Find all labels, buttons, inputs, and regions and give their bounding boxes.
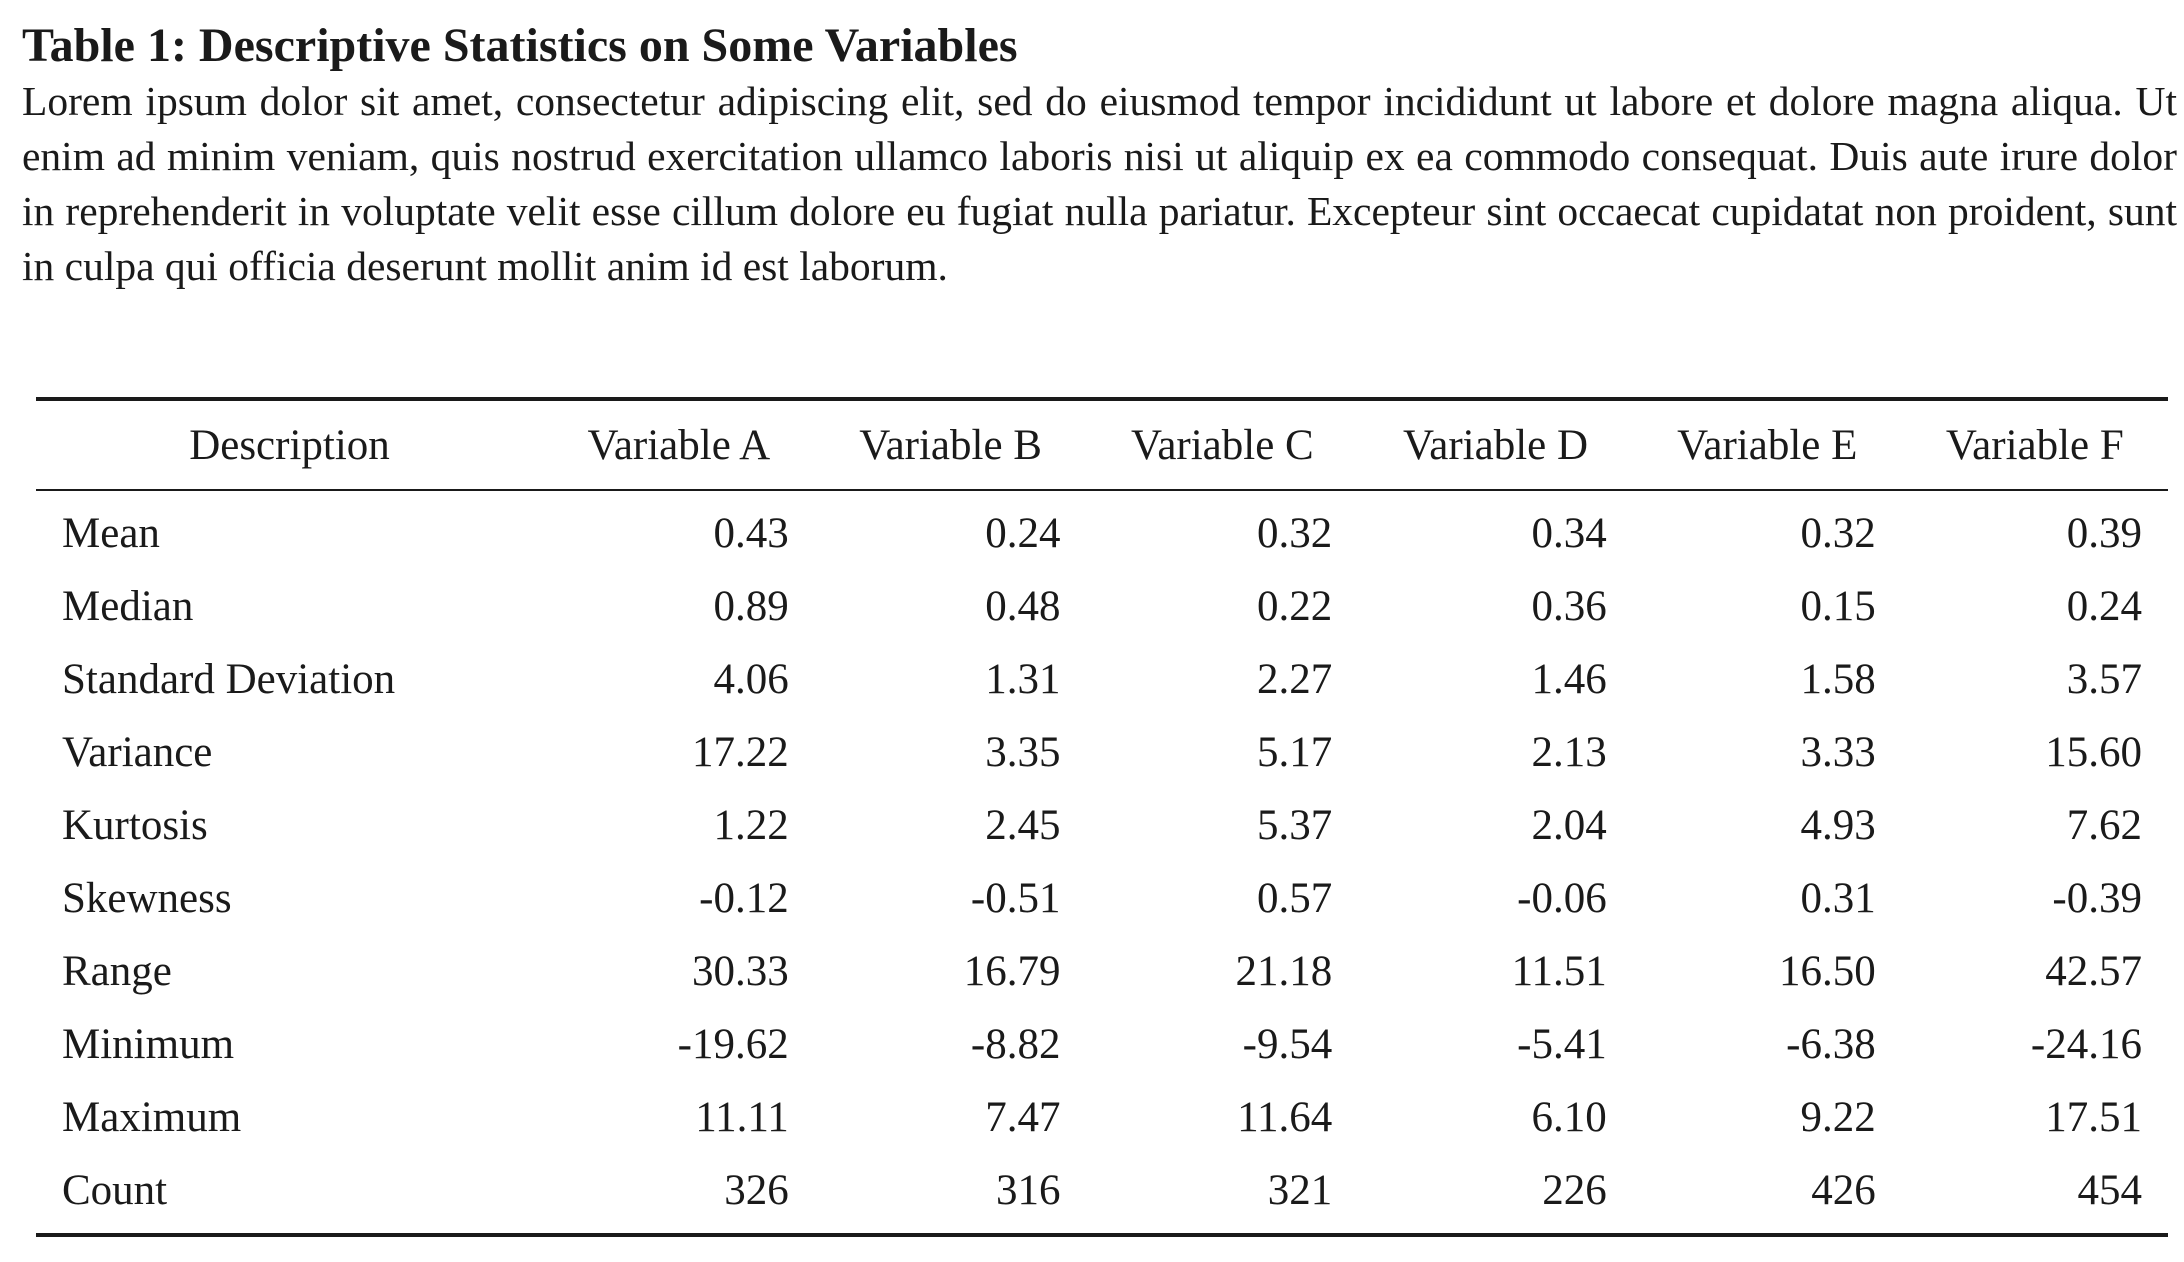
table-cell: 6.10	[1531, 1094, 1607, 1141]
column-header-variable-f: Variable F	[1945, 421, 2124, 469]
table-cell: 0.24	[2066, 583, 2142, 630]
table-cell: 0.39	[2066, 510, 2142, 557]
table-body	[36, 490, 2168, 1235]
table-cell: 3.33	[1800, 729, 1876, 776]
table-cell: 1.46	[1531, 656, 1607, 703]
table-cell: 0.24	[985, 510, 1061, 557]
table-cell: 454	[2077, 1167, 2142, 1214]
table-row	[36, 490, 2168, 570]
row-label: Range	[62, 948, 172, 995]
table-cell: 316	[996, 1167, 1061, 1214]
table-cell: 16.79	[963, 948, 1061, 995]
table-cell: -0.12	[699, 875, 789, 922]
table-cell: 9.22	[1800, 1094, 1876, 1141]
row-label: Minimum	[62, 1021, 235, 1068]
table-cell: 0.32	[1800, 510, 1876, 557]
row-label: Skewness	[62, 875, 232, 922]
table-row	[36, 1154, 2168, 1235]
table-row	[36, 1008, 2168, 1081]
table-cell: 30.33	[692, 948, 789, 995]
table-cell: 321	[1267, 1167, 1333, 1214]
table-row	[36, 643, 2168, 716]
table-cell: 7.62	[2066, 802, 2142, 849]
row-label: Variance	[62, 729, 213, 776]
body-paragraph: Lorem ipsum dolor sit amet, consectetur adipiscing elit, sed do eiusmod tempor incididunt ut labore et dolore magna aliqua. Ut enim ad minim veniam, quis nostrud exercitation ullamco laboris nisi ut aliquip ex ea commodo consequat. Duis aute irure dolor in reprehenderit in voluptate velit esse cillum dolore eu fugiat nulla pariatur. Excepteur sint occaecat cupidatat non proident, sunt in culpa qui officia deserunt mollit anim id est laborum.	[22, 78, 2177, 289]
table-cell: 3.35	[985, 729, 1061, 776]
table-cell: 42.57	[2045, 948, 2142, 995]
table-cell: 2.13	[1531, 729, 1607, 776]
table-cell: 1.22	[713, 802, 789, 849]
table-cell: 3.57	[2066, 656, 2142, 703]
table-row	[36, 935, 2168, 1008]
row-label: Mean	[62, 510, 160, 557]
table-cell: 2.27	[1257, 656, 1333, 703]
table-cell: 0.31	[1800, 875, 1876, 922]
table-cell: 4.06	[713, 656, 789, 703]
table-cell: 7.47	[985, 1094, 1061, 1141]
table-cell: 5.37	[1257, 802, 1333, 849]
table-cell: 326	[724, 1167, 789, 1214]
column-header-variable-d: Variable D	[1402, 421, 1589, 469]
table-cell: 4.93	[1800, 802, 1876, 849]
table-cell: 0.89	[713, 583, 789, 630]
table-cell: 0.15	[1800, 583, 1876, 630]
table-cell: -6.38	[1786, 1021, 1876, 1068]
column-header-variable-e: Variable E	[1677, 421, 1858, 469]
table-cell: 0.48	[985, 583, 1061, 630]
table-cell: -24.16	[2030, 1021, 2142, 1068]
table-cell: 2.04	[1531, 802, 1607, 849]
table-cell: 426	[1811, 1167, 1876, 1214]
table-cell: 11.64	[1237, 1094, 1333, 1141]
table-row	[36, 1081, 2168, 1154]
column-header-variable-c: Variable C	[1131, 421, 1314, 469]
table-cell: 0.43	[713, 510, 789, 557]
table-row	[36, 789, 2168, 862]
table-cell: 5.17	[1257, 729, 1333, 776]
table-cell: 21.18	[1235, 948, 1333, 995]
row-label: Standard Deviation	[62, 656, 396, 703]
table-row	[36, 570, 2168, 643]
table-cell: 2.45	[985, 802, 1061, 849]
table-cell: 1.58	[1800, 656, 1876, 703]
table-cell: -5.41	[1517, 1021, 1607, 1068]
table-caption: Table 1: Descriptive Statistics on Some Variables	[22, 19, 1018, 72]
table-cell: -19.62	[677, 1021, 789, 1068]
table-cell: 0.32	[1257, 510, 1333, 557]
table-cell: 16.50	[1778, 948, 1876, 995]
column-header-variable-a: Variable A	[587, 421, 771, 469]
table-cell: 0.57	[1257, 875, 1333, 922]
table-row	[36, 862, 2168, 935]
table-header-row	[36, 399, 2168, 490]
table-cell: -0.51	[970, 875, 1061, 922]
table-row	[36, 716, 2168, 789]
table-cell: 0.34	[1531, 510, 1607, 557]
row-label: Kurtosis	[62, 802, 208, 849]
row-label: Maximum	[62, 1094, 242, 1141]
table-cell: 0.36	[1531, 583, 1607, 630]
table-cell: -0.06	[1517, 875, 1607, 922]
row-label: Median	[62, 583, 194, 630]
table-cell: -8.82	[970, 1021, 1061, 1068]
table-cell: 15.60	[2045, 729, 2142, 776]
row-label: Count	[62, 1167, 168, 1214]
table-cell: -9.54	[1242, 1021, 1333, 1068]
table-cell: 1.31	[985, 656, 1061, 703]
table-cell: -0.39	[2052, 875, 2142, 922]
column-header-description: Description	[189, 421, 390, 469]
table-cell: 0.22	[1257, 583, 1333, 630]
table-cell: 11.51	[1511, 948, 1607, 995]
table-cell: 17.22	[692, 729, 789, 776]
descriptive-stats-table	[36, 397, 2168, 1237]
column-header-variable-b: Variable B	[859, 421, 1042, 469]
table-cell: 17.51	[2045, 1094, 2142, 1141]
table-cell: 226	[1542, 1167, 1607, 1214]
table-cell: 11.11	[695, 1094, 789, 1141]
